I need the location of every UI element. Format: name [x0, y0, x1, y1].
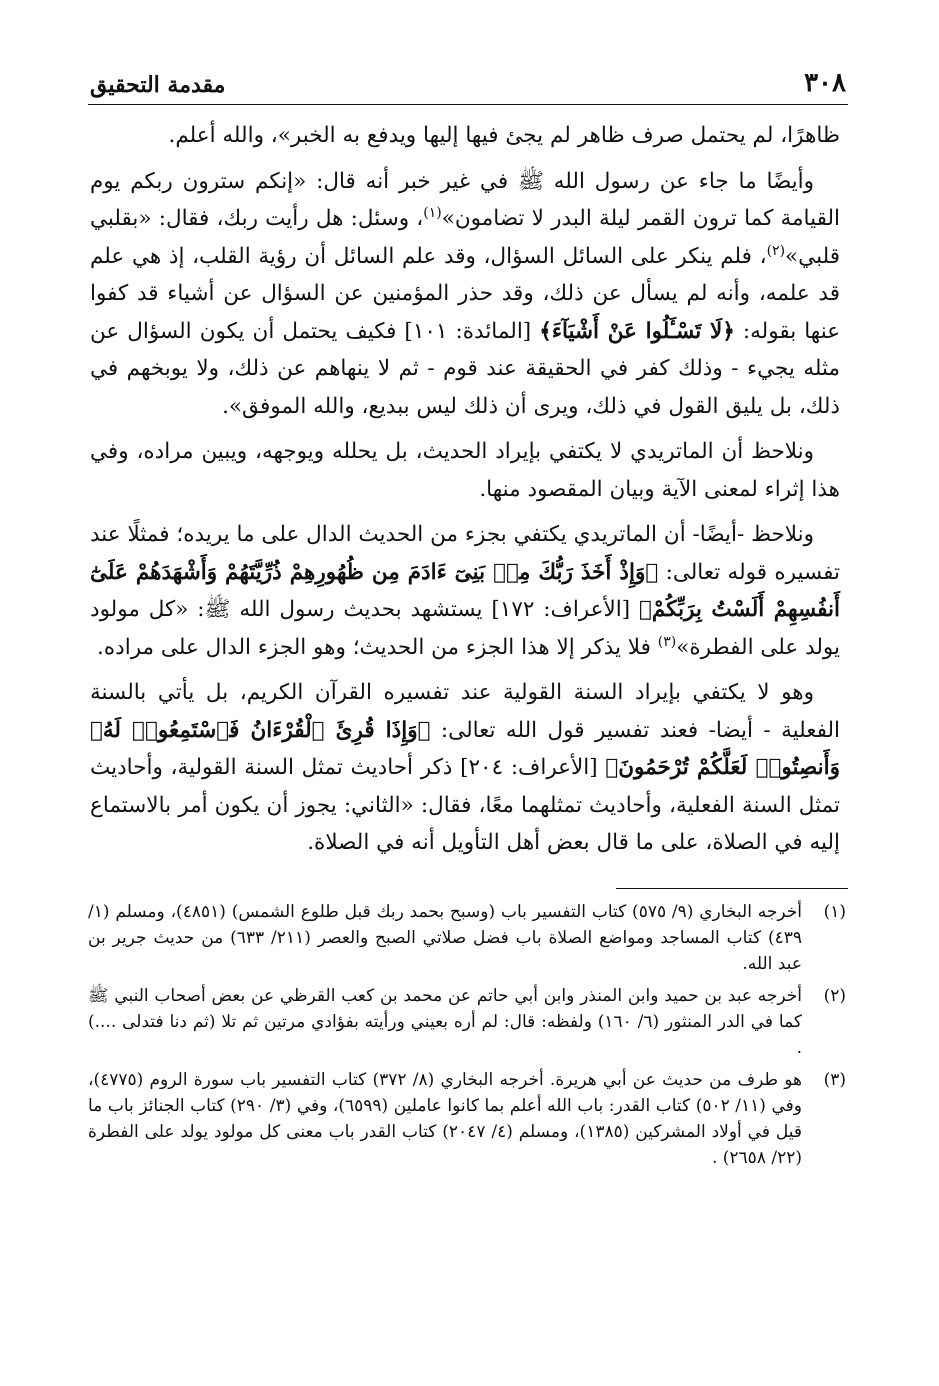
page-number: ٣٠٨: [804, 68, 846, 98]
main-text: [88, 117, 848, 862]
footnote-text: أخرجه عبد بن حميد وابن المنذر وابن أبي حاتم عن محمد بن كعب القرظي عن بعض أصحاب النبي ﷺ كما في الدر المنثور (٦/ ١٦٠) ولفظه: قال: لم أره بعيني ورأيته بفؤادي مرتين ثم تلا (ثم دنا فتدلى ....) .: [88, 985, 803, 1058]
footnotes: [88, 899, 848, 1171]
footnote-number: (٢): [823, 985, 846, 1006]
paragraph-text: [الأعراف: ٢٠٤] ذكر أحاديث تمثل السنة القولية، وأحاديث تمثل السنة الفعلية، وأحاديث تمثلهما معًا، فقال: «الثاني: يجوز أن يكون أمر بالاستماع إليه في الصلاة، على ما قال بعض أهل التأويل أنه في الصلاة.: [90, 755, 840, 855]
footnote-number: (٣): [823, 1069, 846, 1090]
paragraph-text: ، فلم ينكر على السائل السؤال، وقد علم السائل أن رؤية القلب، إذ هي علم قد علمه، وأنه لم يسأل عن ذلك، وقد حذر المؤمنين عن السؤال عن أشياء قد كفوا عنها بقوله:: [90, 243, 841, 344]
quran-verse: ﴿وَإِذْ أَخَذَ رَبُّكَ مِنۢ بَنِىٓ ءَادَمَ مِن ظُهُورِهِمْ ذُرِّيَّتَهُمْ وَأَشْهَدَهُمْ عَلَىٰٓ أَنفُسِهِمْ أَلَسْتُ بِرَبِّكُمْ﴾: [90, 559, 840, 622]
footnote: [88, 899, 846, 977]
page-header: [88, 58, 848, 105]
paragraph-text: ظاهرًا، لم يحتمل صرف ظاهر لم يجئ فيها إليها ويدفع به الخبر»، والله أعلم.: [168, 123, 840, 148]
footnote-separator: [616, 888, 848, 889]
footnote-reference[interactable]: (١): [423, 204, 442, 221]
footnote-text: أخرجه البخاري (٩/ ٥٧٥) كتاب التفسير باب (وسبح بحمد ربك قبل طلوع الشمس) (٤٨٥١)، ومسلم (١/ ٤٣٩) كتاب المساجد ومواضع الصلاة باب فضل صلاتي الصبح والعصر (٢١١/ ٦٣٣) من حديث جرير بن عبد الله.: [88, 901, 803, 974]
paragraph-text: فلا يذكر إلا هذا الجزء من الحديث؛ وهو الجزء الدال على مراده.: [97, 634, 658, 660]
quran-verse: ﴿وَإِذَا قُرِئَ ٱلْقُرْءَانُ فَٱسْتَمِعُوا۟ لَهُۥ وَأَنصِتُوا۟ لَعَلَّكُمْ تُرْحَمُونَ﴾: [90, 717, 840, 780]
footnote: [88, 983, 846, 1061]
quran-verse: ﴿لَا تَسْـَٔلُوا عَنْ أَشْيَآءَ﴾: [539, 318, 735, 344]
footnote-number: (١): [823, 901, 846, 922]
paragraph-text: ، وسئل: هل رأيت ربك، فقال: «بقلبي قلبي»: [90, 206, 840, 269]
book-page: [88, 58, 848, 1177]
paragraph: [90, 433, 840, 508]
paragraph-text: [الأعراف: ١٧٢] يستشهد بحديث رسول الله ﷺ: «كل مولود يولد على الفطرة»: [90, 597, 840, 660]
paragraph-text: ونلاحظ -أيضًا- أن الماتريدي يكتفي بجزء من الحديث الدال على ما يريده؛ فمثلًا عند تفسيره قوله تعالى:: [90, 522, 840, 585]
footnote-reference[interactable]: (٢): [766, 242, 786, 259]
paragraph: [90, 117, 840, 155]
footnote: [88, 1067, 846, 1171]
footnote-reference[interactable]: (٣): [657, 633, 677, 650]
paragraph: [90, 163, 840, 426]
paragraph-text: ونلاحظ أن الماتريدي لا يكتفي بإيراد الحديث، بل يحلله ويوجهه، ويبين مراده، وفي هذا إثراء لمعنى الآية وبيان المقصود منها.: [90, 439, 840, 502]
paragraph-text: وهو لا يكتفي بإيراد السنة القولية عند تفسيره القرآن الكريم، بل يأتي بالسنة الفعلية - أيضا- فعند تفسير قول الله تعالى:: [90, 680, 840, 743]
paragraph-text: وأيضًا ما جاء عن رسول الله ﷺ في غير خبر أنه قال: «إنكم سترون ربكم يوم القيامة كما ترون القمر ليلة البدر لا تضامون»: [90, 168, 840, 231]
footnote-text: هو طرف من حديث عن أبي هريرة. أخرجه البخاري (٨/ ٣٧٢) كتاب التفسير باب سورة الروم (٤٧٧٥)، وفي (١١/ ٥٠٢) كتاب القدر: باب الله أعلم بما كانوا عاملين (٦٥٩٩)، وفي (٣/ ٢٩٠) كتاب الجنائز باب ما قيل في أولاد المشركين (١٣٨٥)، ومسلم (٤/ ٢٠٤٧) كتاب القدر باب معنى كل مولود يولد على الفطرة (٢٢/ ٢٦٥٨) .: [88, 1069, 802, 1168]
running-title: مقدمة التحقيق: [90, 72, 226, 98]
paragraph: [90, 516, 840, 666]
paragraph-text: [المائدة: ١٠١] فكيف يحتمل أن يكون السؤال عن مثله يجيء - وذلك كفر في الحقيقة عند قوم - ثم لا ينهاهم عن ذلك، ولا يوبخهم في ذلك، بل يليق القول في ذلك، ويرى أن ذلك ليس ببديع، والله الموفق».: [90, 318, 840, 419]
paragraph: [90, 674, 840, 862]
